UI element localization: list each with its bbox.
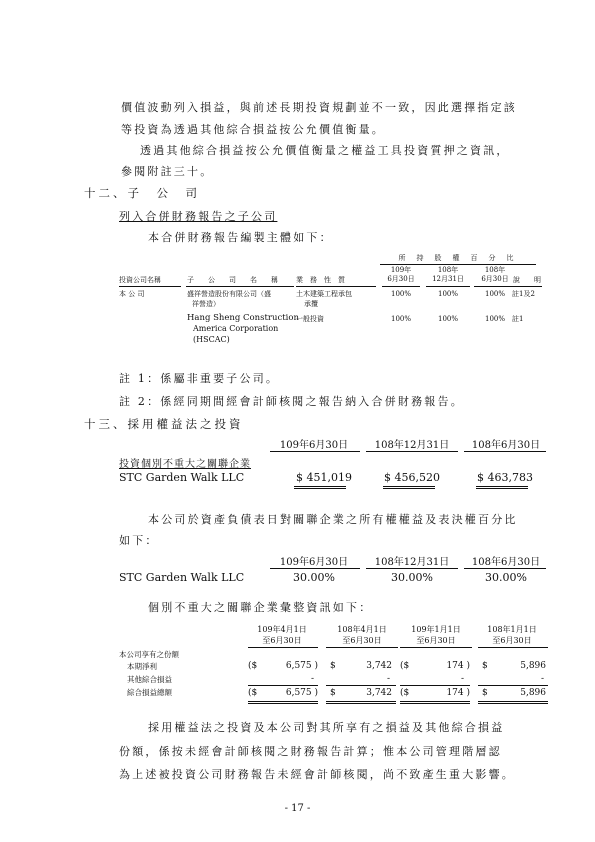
date-header-2a: 108年 [437, 266, 459, 274]
pct-header: 所 持 股 權 百 分 比 [398, 254, 516, 262]
investment-value-2: $ 456,520 [384, 471, 440, 484]
ni-c2-val: 3,742 [366, 661, 392, 671]
row2-pct-2: 100% [437, 315, 458, 323]
period-col-2b: 至6月30日 [342, 636, 382, 645]
pct-col-2: 108年12月31日 [374, 557, 450, 568]
oci-c4: - [540, 674, 544, 684]
investment-col-1: 109年6月30日 [279, 440, 349, 451]
intro-line-1: 價值波動列入損益，與前述長期投資規劃並不一致，因此選擇指定該 [121, 101, 517, 114]
date-header-1a: 109年 [390, 266, 412, 274]
ni-c4-sym: $ [482, 661, 488, 671]
investment-value-1: $ 451,019 [296, 471, 352, 484]
pct-col-3: 108年6月30日 [471, 557, 541, 568]
period-col-1a: 109年4月1日 [257, 625, 307, 634]
date-header-2b: 12月31日 [432, 275, 464, 283]
date-header-3b: 6月30日 [481, 275, 509, 283]
row2-note: 註1 [512, 315, 524, 323]
pct-col-1: 109年6月30日 [279, 557, 349, 568]
pct-value-2: 30.00% [391, 571, 433, 584]
closing-para-3: 為上述被投資公司財務報告未經會計師核閱，尚不致產生重大影響。 [119, 768, 515, 781]
oci-c3: - [460, 674, 464, 684]
row2-business-1: 一般投資 [296, 315, 324, 323]
pct-row-name: STC Garden Walk LLC [119, 571, 245, 584]
investment-col-3: 108年6月30日 [471, 440, 541, 451]
tci-c3-sym: ($ [400, 688, 410, 698]
closing-para-2: 份額，係按未經會計師核閱之財務報告計算；惟本公司管理階層認 [119, 745, 502, 758]
ni-c3-val: 174 ) [446, 661, 470, 671]
section-12-subtitle: 列入合併財務報告之子公司 [119, 210, 278, 223]
tci-c3-val: 174 ) [446, 688, 470, 698]
row1-pct-3: 100% [484, 290, 505, 298]
ownership-para-1: 本公司於資產負債表日對關聯企業之所有權權益及表決權百分比 [148, 513, 518, 526]
intro-line-4: 參閱附註三十。 [121, 165, 214, 178]
investment-row-name: STC Garden Walk LLC [119, 471, 245, 484]
ni-c2-sym: $ [330, 661, 336, 671]
row2-pct-3: 100% [484, 315, 505, 323]
date-header-3a: 108年 [484, 266, 506, 274]
period-col-1b: 至6月30日 [262, 636, 302, 645]
row1-investor: 本 公 司 [119, 290, 145, 298]
row1-name-1: 盛祥營造股份有限公司（盛 [187, 290, 271, 298]
pct-value-3: 30.00% [485, 571, 527, 584]
period-col-2a: 108年4月1日 [337, 625, 387, 634]
oci-c1: - [310, 674, 314, 684]
section-12-lead: 本合併財務報告編製主體如下： [148, 231, 333, 244]
investment-col-2: 108年12月31日 [374, 440, 450, 451]
pct-value-1: 30.00% [293, 571, 335, 584]
period-col-4a: 108年1月1日 [487, 625, 537, 634]
period-col-4b: 至6月30日 [492, 636, 532, 645]
row1-business-1: 土木建築工程承包 [296, 290, 352, 298]
note-header: 說 明 [513, 276, 541, 284]
closing-para-1: 採用權益法之投資及本公司對其所享有之損益及其他綜合損益 [148, 721, 505, 734]
ni-c1-val: 6,575 ) [285, 661, 318, 671]
row2-name-1: Hang Sheng Construction [187, 313, 299, 323]
date-header-1b: 6月30日 [387, 275, 415, 283]
tci-c1-val: 6,575 ) [285, 688, 318, 698]
row2-name-3: (HSCAC) [193, 335, 230, 344]
row1-note: 註1及2 [512, 290, 535, 298]
tci-c2-sym: $ [330, 688, 336, 698]
row2-name-2: America Corporation [193, 324, 279, 333]
oci-c2: - [386, 674, 390, 684]
investment-row-label: 投資個別不重大之關聯企業 [119, 459, 251, 470]
ni-c3-sym: ($ [400, 661, 410, 671]
investor-header: 投資公司名稱 [119, 276, 161, 284]
row2-pct-1: 100% [390, 315, 411, 323]
summary-lead: 個別不重大之關聯企業彙整資訊如下： [148, 601, 373, 614]
page-number: - 17 - [284, 803, 311, 814]
section-13-title: 十三、採用權益法之投資 [84, 417, 244, 431]
tci-c2-val: 3,742 [366, 688, 392, 698]
net-income-label: 本期淨利 [127, 662, 157, 671]
ni-c4-val: 5,896 [520, 661, 546, 671]
tci-c4-sym: $ [482, 688, 488, 698]
share-label: 本公司享有之份額 [119, 650, 179, 659]
intro-line-3: 透過其他綜合損益按公允價值衡量之權益工具投資質押之資訊， [140, 144, 510, 157]
footnote-1: 註 1：係屬非重要子公司。 [119, 372, 280, 385]
intro-line-2: 等投資為透過其他綜合損益按公允價值衡量。 [121, 123, 385, 136]
oci-label: 其他綜合損益 [127, 675, 172, 684]
section-12-title: 十二、子 公 司 [84, 186, 200, 200]
row1-pct-1: 100% [390, 290, 411, 298]
subsidiary-header: 子 公 司 名 稱 [187, 276, 278, 284]
investment-value-3: $ 463,783 [477, 471, 533, 484]
row1-pct-2: 100% [437, 290, 458, 298]
period-col-3a: 109年1月1日 [411, 625, 461, 634]
tci-c1-sym: ($ [248, 688, 258, 698]
business-header: 業 務 性 質 [296, 276, 345, 284]
ni-c1-sym: ($ [248, 661, 258, 671]
total-ci-label: 綜合損益總額 [127, 688, 172, 697]
row1-business-2: 承攬 [304, 300, 318, 308]
tci-c4-val: 5,896 [520, 688, 546, 698]
period-col-3b: 至6月30日 [416, 636, 456, 645]
footnote-2: 註 2：係經同期間經會計師核閱之報告納入合併財務報告。 [119, 395, 464, 408]
ownership-para-2: 如下： [119, 534, 159, 547]
row1-name-2: 祥營造） [192, 300, 220, 308]
